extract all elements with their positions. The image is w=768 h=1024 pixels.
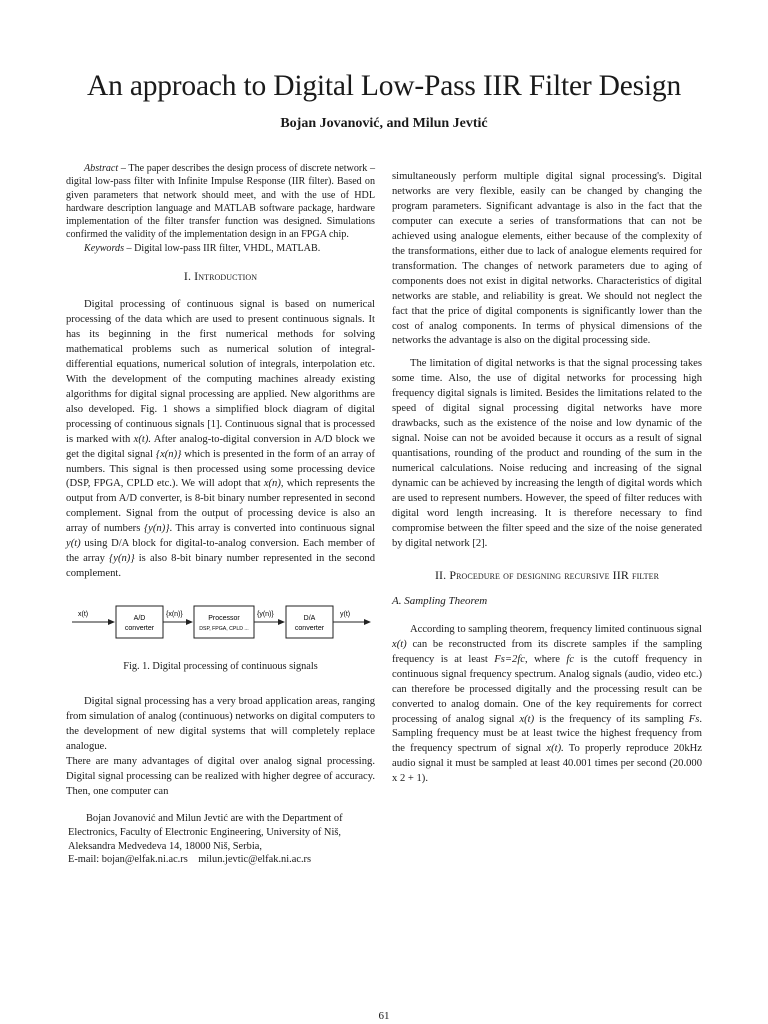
processor-label-2: DSP, FPGA, CPLD ... xyxy=(199,626,249,633)
paper-title: An approach to Digital Low-Pass IIR Filter Design xyxy=(86,70,682,102)
ad-converter-label-1: A/D xyxy=(133,615,146,623)
author-footnote xyxy=(66,812,375,868)
section-heading-procedure: II. Procedure of designing recursive IIR filter xyxy=(434,567,660,582)
output-label: y(t) xyxy=(340,611,351,619)
footnote-emails: E-mail: bojan@elfak.ni.ac.rs milun.jevtic@elfak.ni.ac.rs xyxy=(68,854,312,866)
page-number: 61 xyxy=(378,1010,390,1022)
ad-converter-block xyxy=(116,606,163,638)
footnote-affiliation: Bojan Jovanović and Milun Jevtić are with the Department of Electronics, Faculty of Electronic Engineering, University of Niš, Aleksandra Medvedeva 14, 18000 Niš, Serbia, xyxy=(68,812,343,852)
left-column xyxy=(66,162,375,867)
keywords-label: Keywords xyxy=(84,242,125,254)
input-label: x(t) xyxy=(78,611,89,619)
figure-1-caption: Fig. 1. Digital processing of continuous signals xyxy=(123,661,318,673)
paper-authors: Bojan Jovanović, and Milun Jevtić xyxy=(280,116,488,131)
keywords xyxy=(66,242,375,255)
da-converter-block xyxy=(286,606,333,638)
figure-1-block-diagram xyxy=(66,598,375,650)
yn-label: {y(n)} xyxy=(257,611,274,619)
section-heading-introduction: I. Introduction xyxy=(183,269,258,284)
da-converter-label-1: D/A xyxy=(303,615,316,623)
abstract-label: Abstract xyxy=(84,163,119,174)
subsection-sampling-theorem: A. Sampling Theorem xyxy=(392,594,488,607)
right-column xyxy=(392,170,702,787)
right-paragraph-2: The limitation of digital networks is that the signal processing takes some time. Also, the use of digital networks for processing high frequency digital signals is limited. Besides the limitations related to the speed of digital signal processing digital networks have more drawbacks, such as the existence of the noise and low dynamic of the signal. Noise can not be avoided because it occurs as a result of signal quantisations, rounding of the product and rounding of the sum in the numerical calculations. Noise reducing and increasing of the signal dynamic can be achieved by increasing the length of digital words which are used to represent numbers. However, the speed of filter reduces with digital word length increasing. It is therefore necessary to find compromise between the filter speed and the size of the noise generated by digital network [2]. xyxy=(392,358,702,549)
intro-paragraph-1: Digital processing of continuous signal is based on numerical processing of the data which are used to present continuous signals. It has its beginning in the first numerical methods for solving mathematical problems such as numerical solution of integral-differential equations, numerical solution of integrals, interpolation etc. With the development of the computing machines already existing algorithms for digital signal processing are applied. New algorithms are also developed. Fig. 1 shows a simplified block diagram of digital processing of continuous signals [1]. Continuous signal that is processed is marked with x(t). After analog-to-digital conversion in A/D block we get the digital signal {x(n)} which is presented in the form of an array of numbers. This signal is then processed using some processing device (DSP, FPGA, CPLD etc.). We will adopt that x(n), which represents the output from A/D converter, is 8-bit binary number represented in second complement. Signal from the output of processing device is also an array of numbers {y(n)}. This array is converted into continuous signal y(t) using D/A block for digital-to-analog conversion. Each member of the array {y(n)} is also 8-bit binary number represented in the second complement. xyxy=(66,299,375,580)
processor-label-1: Processor xyxy=(208,615,240,623)
abstract xyxy=(66,162,375,242)
da-converter-label-2: converter xyxy=(294,625,325,633)
abstract-text: – The paper describes the design process of discrete network – digital low-pass filter with Infinite Impulse Response (IIR filter). Based on given parameters that network should meet, and with the use of HDL hardware description language and MATLAB software package, hardware implementation of the filter transfer function was designed. Simulations confirmed the validity of the implementation design in an FPGA chip. xyxy=(66,163,375,241)
intro-paragraph-2: Digital signal processing has a very broad application areas, ranging from simulation of analog (continuous) networks on digital computers to the development of new digital systems that will completely replace analogue. xyxy=(66,696,375,752)
email-link-1[interactable]: bojan@elfak.ni.ac.rs xyxy=(101,854,188,866)
sampling-paragraph: According to sampling theorem, frequency limited continuous signal x(t) can be reconstructed from its discrete samples if the sampling frequency is at least Fs=2fc, where fc is the cutoff frequency in continuous signal frequency spectrum. Analog signals (audio, video etc.) can therefore be processed digitally and the processing result can be converted to analog domain. One of the key requirements for correct processing of analog signal x(t) is the frequency of its sampling Fs. Sampling frequency must be at least twice the highest frequency from the frequency spectrum of signal x(t). To properly reproduce 20kHz audio signal it must be sampled at least 40.001 times per second (20.000 x 2 + 1). xyxy=(392,623,703,785)
email-link-2[interactable]: milun.jevtic@elfak.ni.ac.rs xyxy=(198,854,312,866)
block-diagram-svg xyxy=(66,598,375,650)
keywords-text: – Digital low-pass IIR filter, VHDL, MATLAB. xyxy=(124,242,321,254)
right-paragraph-1: simultaneously perform multiple digital signal processing's. Digital networks are very flexible, easily can be changed by changing the program parameters. Significant advantage is also in the fact that the computer can execute a series of transformations that can not be achieved using analogue elements, either because of the complexity of the transformations, either due to lack of analogue elements required for transformation. The changes of network parameters due to aging of components does not exist in digital networks. Characteristics of digital networks are stable, and reliability is great. We should not neglect the fact that the price of digital components is significantly lower than the cost of analog components. In terms of physical dimensions of the networks the advantage is also on the digital processing side. xyxy=(392,171,702,347)
intro-paragraph-3: There are many advantages of digital over analog signal processing. Digital signal processing can be realized with higher degree of accuracy. Then, one computer can xyxy=(66,755,375,797)
xn-label: {x(n)} xyxy=(166,611,183,619)
ad-converter-label-2: converter xyxy=(124,625,155,633)
processor-block xyxy=(194,606,254,638)
